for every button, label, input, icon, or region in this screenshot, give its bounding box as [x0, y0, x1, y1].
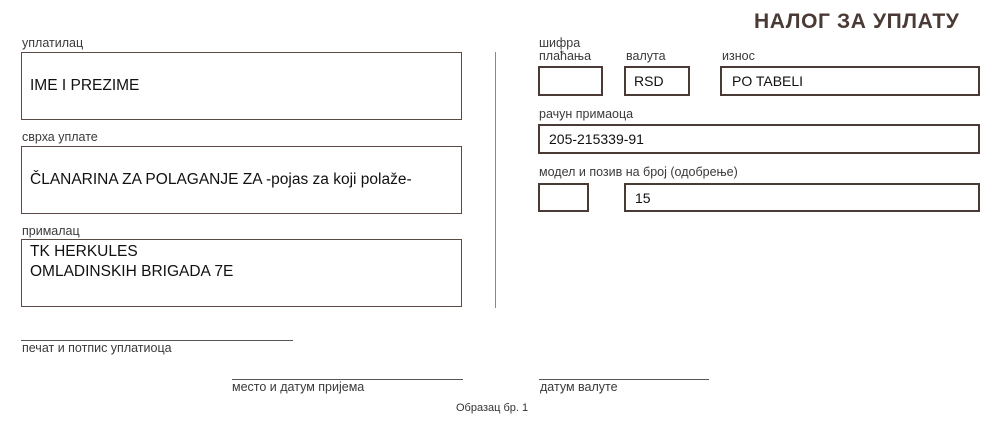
- recipient-field[interactable]: [21, 239, 462, 307]
- form-number: Образац бр. 1: [456, 402, 529, 414]
- payer-label: уплатилац: [22, 36, 84, 50]
- value-date-label: датум валуте: [540, 380, 618, 394]
- payment-code-label-1: шифра: [539, 36, 581, 50]
- recipient-line-2: OMLADINSKIH BRIGADA 7E: [30, 263, 234, 280]
- purpose-value: ČLANARINA ZA POLAGANJE ZA -pojas za koji polaže-: [30, 171, 412, 188]
- signature-label: печат и потпис уплатиоца: [22, 341, 172, 355]
- model-label: модел и позив на број (одобрење): [539, 165, 738, 179]
- model-field[interactable]: [538, 183, 589, 212]
- account-label: рачун примаоца: [539, 107, 634, 121]
- purpose-label: сврха уплате: [22, 130, 98, 144]
- currency-value: RSD: [634, 73, 664, 89]
- recipient-label: прималац: [22, 224, 80, 238]
- amount-field[interactable]: [720, 66, 980, 96]
- place-date-label: место и датум пријема: [232, 380, 365, 394]
- amount-value: PO TABELI: [732, 73, 804, 89]
- amount-label: износ: [722, 49, 755, 63]
- recipient-line-1: TK HERKULES: [30, 243, 138, 260]
- center-divider: [495, 52, 496, 308]
- purpose-field[interactable]: [21, 146, 462, 214]
- account-field[interactable]: [538, 124, 980, 154]
- form-title: НАЛОГ ЗА УПЛАТУ: [754, 10, 960, 33]
- currency-field[interactable]: [624, 66, 690, 96]
- payer-value: IME I PREZIME: [30, 77, 140, 94]
- reference-number-field[interactable]: [624, 183, 980, 212]
- reference-number-value: 15: [635, 190, 651, 206]
- currency-label: валута: [626, 49, 666, 63]
- payment-code-label-2: плаћања: [539, 49, 592, 63]
- payer-field[interactable]: [21, 52, 462, 120]
- account-value: 205-215339-91: [549, 131, 644, 147]
- payment-code-field[interactable]: [538, 66, 603, 96]
